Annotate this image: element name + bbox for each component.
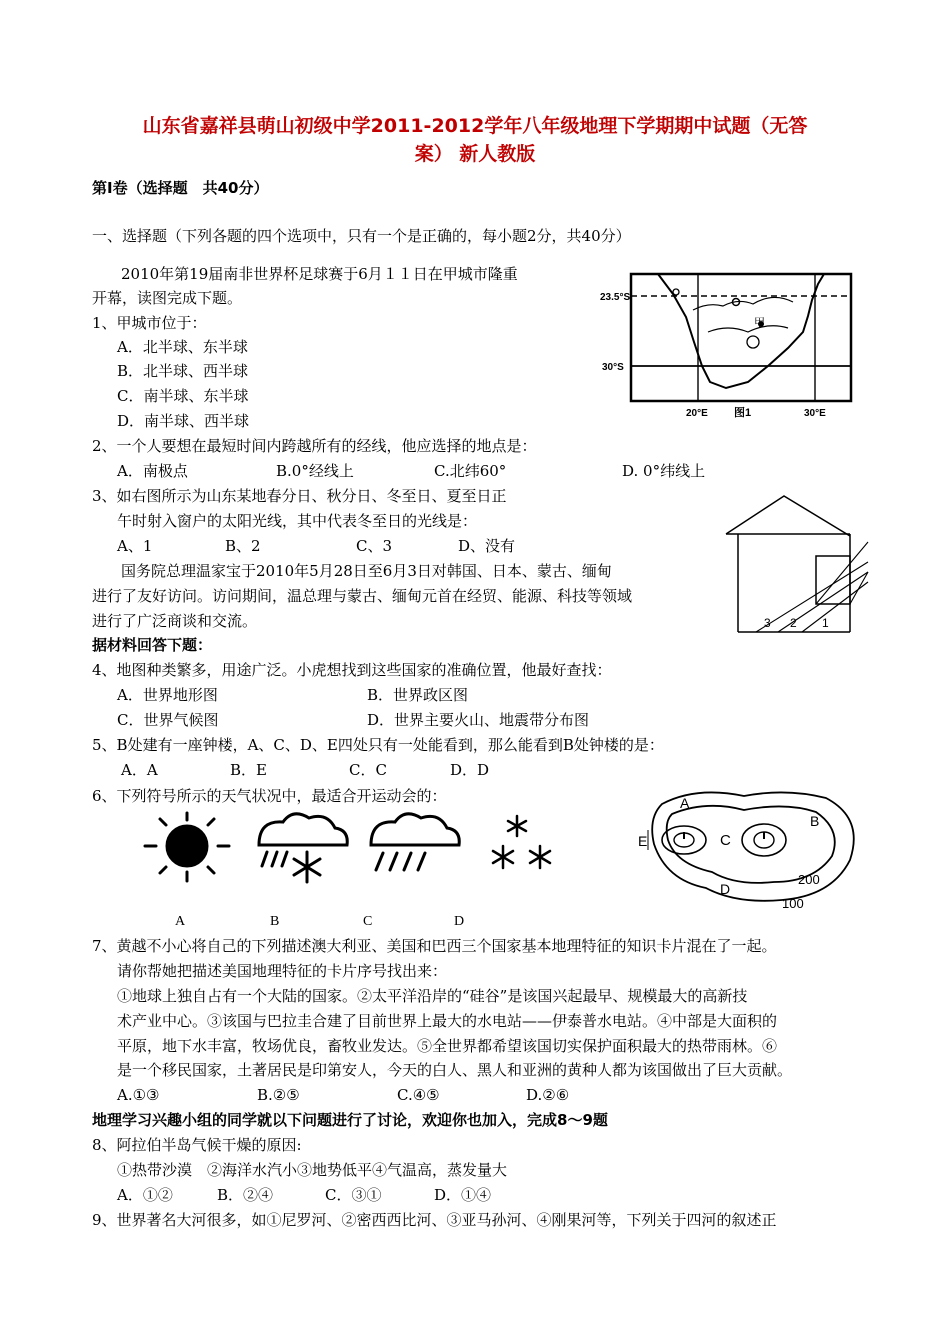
- q4-option-d: D．世界主要火山、地震带分布图: [367, 711, 590, 729]
- material-line2: 进行了友好访问。访问期间，温总理与蒙古、缅甸元首在经贸、能源、科技等领域: [92, 587, 633, 605]
- q5-option-a: A．A: [121, 761, 158, 779]
- instructions: 一、选择题（下列各题的四个选项中，只有一个是正确的，每小题2分，共40分）: [92, 227, 631, 245]
- q8-option-a: A．①②: [117, 1186, 173, 1204]
- intro1-line2: 开幕，读图完成下题。: [92, 289, 243, 307]
- weather-label-c: C: [363, 914, 373, 929]
- q6-stem: 6、下列符号所示的天气状况中，最适合开运动会的：: [92, 787, 447, 805]
- q7-option-d: D.②⑥: [526, 1086, 570, 1104]
- lon-30-label: 30°E: [804, 408, 826, 419]
- rain-snow-icon: [259, 814, 347, 882]
- q7-stem-line2: 请你帮她把描述美国地理特征的卡片序号找出来：: [117, 962, 448, 980]
- point-d-label: D: [720, 881, 731, 897]
- contour-200-label: 200: [798, 872, 820, 887]
- q1-option-a: A．北半球、东半球: [117, 338, 248, 356]
- q2-option-c: C.北纬60°: [434, 462, 507, 480]
- contour-100-label: 100: [782, 896, 804, 911]
- q4-stem: 4、地图种类繁多，用途广泛。小虎想找到这些国家的准确位置，他最好查找：: [92, 661, 612, 679]
- q4-option-a: A．世界地形图: [117, 686, 218, 704]
- q7-option-a: A.①③: [117, 1086, 160, 1104]
- point-a-label: A: [680, 795, 690, 811]
- doc-title-line1: 山东省嘉祥县萌山初级中学2011-2012学年八年级地理下学期期中试题（无答: [142, 115, 808, 137]
- q2-option-a: A．南极点: [117, 462, 188, 480]
- q2-option-b: B.0°经线上: [276, 462, 354, 480]
- point-e-label: E: [638, 833, 648, 849]
- q1-option-d: D．南半球、西半球: [117, 412, 250, 430]
- q5-option-b: B．E: [230, 761, 267, 779]
- q7-card-line3: 平原，地下水丰富，牧场优良，畜牧业发达。⑤全世界都希望该国切实保护面积最大的热带雨林。⑥: [117, 1037, 778, 1055]
- ray-label-1: 1: [822, 616, 829, 630]
- contour-map-figure: [636, 784, 874, 916]
- q5-option-d: D．D: [450, 761, 490, 779]
- city-jia-label: 甲: [754, 317, 765, 329]
- q3-stem-line2: 午时射入窗户的太阳光线，其中代表冬至日的光线是：: [117, 512, 478, 530]
- south-africa-map-figure: [598, 262, 860, 430]
- sunny-icon: [145, 813, 229, 881]
- q7-card-line1: ①地球上独自占有一个大陆的国家。②太平洋沿岸的“硅谷”是该国兴起最早、规模最大的高新技: [117, 987, 748, 1005]
- q3-option-a: A、1: [117, 537, 153, 555]
- point-c-label: C: [720, 832, 731, 849]
- lon-20-label: 20°E: [686, 408, 708, 419]
- q1-option-c: C．南半球、东半球: [117, 387, 249, 405]
- weather-label-a: A: [175, 914, 186, 929]
- ray-label-3: 3: [764, 616, 771, 630]
- q3-stem-line1: 3、如右图所示为山东某地春分日、秋分日、冬至日、夏至日正: [92, 487, 507, 505]
- section-heading: 第Ⅰ卷（选择题 共40分）: [92, 179, 269, 197]
- q8-option-d: D．①④: [434, 1186, 492, 1204]
- snow-icon: [493, 816, 550, 868]
- weather-label-b: B: [270, 914, 280, 929]
- rain-icon: [371, 814, 459, 870]
- weather-label-d: D: [454, 914, 465, 929]
- q1-option-b: B．北半球、西半球: [117, 362, 249, 380]
- q7-stem-line1: 7、黄越不小心将自己的下列描述澳大利亚、美国和巴西三个国家基本地理特征的知识卡片混在了一起。: [92, 937, 777, 955]
- material-heading: 据材料回答下题：: [92, 636, 213, 654]
- q5-option-c: C．C: [349, 761, 387, 779]
- group-heading: 地理学习兴趣小组的同学就以下问题进行了讨论，欢迎你也加入，完成8～9题: [92, 1111, 608, 1129]
- intro1-line1: 2010年第19届南非世界杯足球赛于6月１１日在甲城市隆重: [121, 265, 518, 283]
- figure-caption: 图1: [734, 407, 752, 419]
- house-window-figure: [722, 484, 872, 636]
- q9-stem: 9、世界著名大河很多，如①尼罗河、②密西西比河、③亚马孙河、④刚果河等，下列关于四河的叙述正: [92, 1211, 777, 1229]
- q4-option-c: C．世界气候图: [117, 711, 219, 729]
- q8-reasons: ①热带沙漠 ②海洋水汽小③地势低平④气温高，蒸发量大: [117, 1161, 508, 1179]
- q8-option-b: B．②④: [217, 1186, 274, 1204]
- lat-30-label: 30°S: [602, 362, 624, 373]
- doc-title-line2: 案） 新人教版: [414, 143, 536, 165]
- q7-card-line2: 术产业中心。③该国与巴拉圭合建了目前世界上最大的水电站——伊泰普水电站。④中部是大面积的: [117, 1012, 778, 1030]
- q3-option-b: B、2: [225, 537, 261, 555]
- q7-option-c: C.④⑤: [397, 1086, 440, 1104]
- material-line3: 进行了广泛商谈和交流。: [92, 612, 258, 630]
- point-b-label: B: [810, 813, 820, 829]
- ray-label-2: 2: [790, 616, 797, 630]
- q2-stem: 2、一个人要想在最短时间内跨越所有的经线，他应选择的地点是：: [92, 437, 537, 455]
- lat-23-label: 23.5°S: [600, 292, 631, 303]
- q3-option-d: D、没有: [458, 537, 516, 555]
- q3-option-c: C、3: [356, 537, 393, 555]
- q7-card-line4: 是一个移民国家，土著居民是印第安人，今天的白人、黑人和亚洲的黄种人都为该国做出了巨大贡献。: [117, 1061, 793, 1079]
- q2-option-d: D. 0°纬线上: [622, 462, 706, 480]
- q1-stem: 1、甲城市位于：: [92, 314, 207, 332]
- weather-symbols: [135, 810, 575, 935]
- material-line1: 国务院总理温家宝于2010年5月28日至6月3日对韩国、日本、蒙古、缅甸: [121, 562, 612, 580]
- q4-option-b: B．世界政区图: [367, 686, 469, 704]
- q5-stem: 5、B处建有一座钟楼，A、C、D、E四处只有一处能看到，那么能看到B处钟楼的是：: [92, 736, 664, 754]
- q7-option-b: B.②⑤: [257, 1086, 300, 1104]
- q8-stem: 8、阿拉伯半岛气候干燥的原因:: [92, 1136, 302, 1154]
- q8-option-c: C．③①: [325, 1186, 382, 1204]
